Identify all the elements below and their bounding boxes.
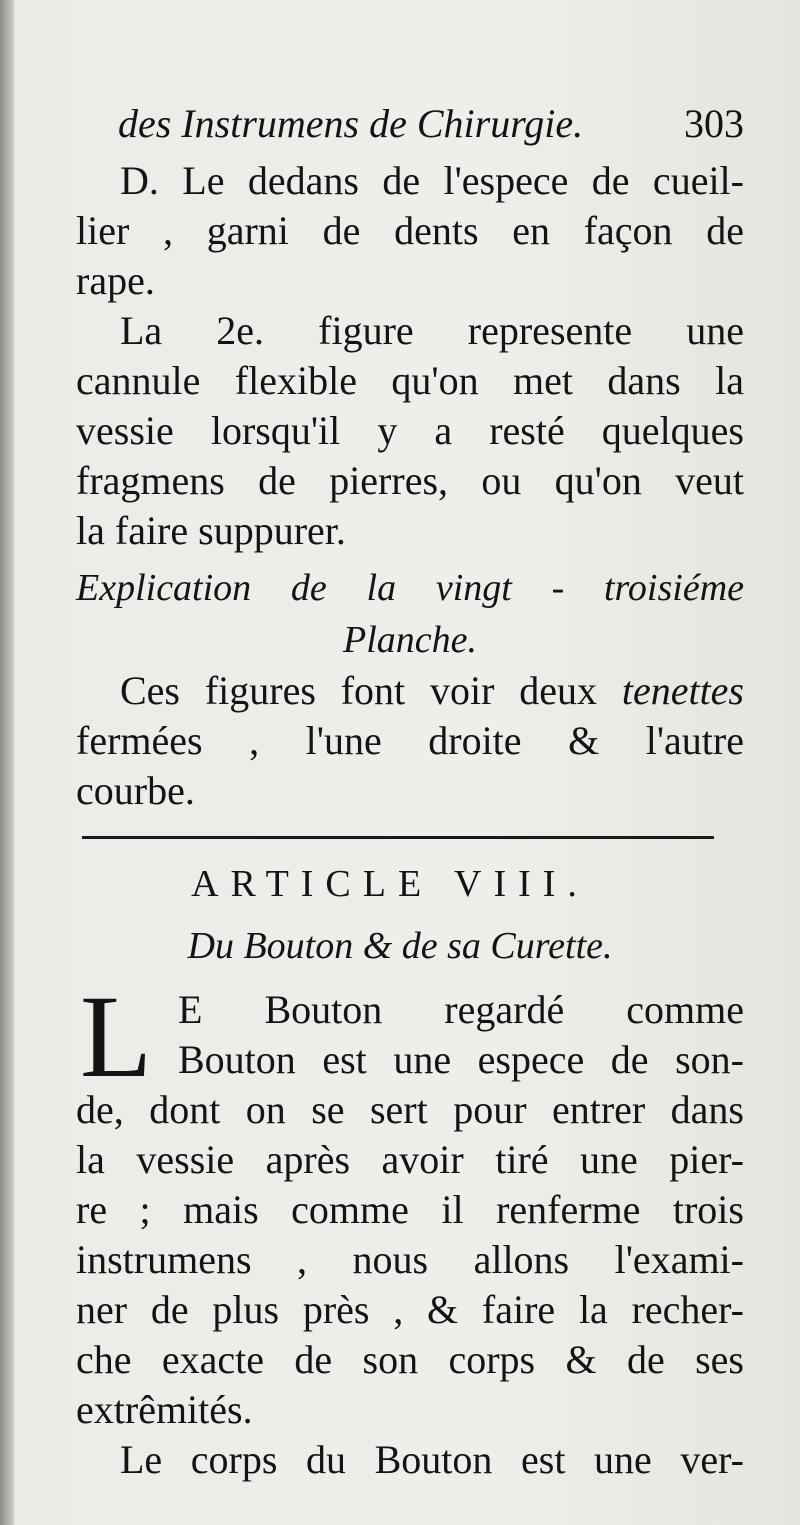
drop-cap: L xyxy=(80,971,153,1102)
page-number: 303 xyxy=(684,101,744,146)
text-line: cannule flexible qu'on met dans la xyxy=(76,358,744,403)
text-line: rape. xyxy=(76,258,155,303)
text-line: Bouton est une espece de son- xyxy=(178,1037,744,1082)
running-header xyxy=(76,92,744,156)
paragraph-1 xyxy=(76,156,744,306)
text-line: vessie lorsqu'il y a resté quelques xyxy=(76,408,744,453)
text-line: D. Le dedans de l'espece de cueil- xyxy=(120,158,744,203)
italic-term: tenettes xyxy=(621,668,744,713)
text-line: courbe. xyxy=(76,768,195,813)
text-line: La 2e. figure represente une xyxy=(120,308,744,353)
text-span: Ces figures font voir deux xyxy=(120,668,597,713)
paragraph-2 xyxy=(76,306,744,556)
article-heading: ARTICLE VIII. xyxy=(191,863,589,905)
text-line: ner de plus près , & faire la recher- xyxy=(76,1287,744,1332)
text-line: extrêmités. xyxy=(76,1387,253,1432)
paragraph-3 xyxy=(76,666,744,816)
text-line: la vessie après avoir tiré une pier- xyxy=(76,1137,744,1182)
section-rule xyxy=(82,836,714,839)
text-line: re ; mais comme il renferme trois xyxy=(76,1187,744,1232)
text-line: la faire suppurer. xyxy=(76,508,346,553)
paragraph-4 xyxy=(76,971,744,1435)
text-line: lier , garni de dents en façon de xyxy=(76,208,744,253)
article-subtitle: Du Bouton & de sa Curette. xyxy=(187,925,613,967)
explication-line-1: Explication de la vingt - troisiéme xyxy=(76,567,744,609)
paragraph-5 xyxy=(76,1435,744,1485)
explication-line-2: Planche. xyxy=(342,619,477,661)
text-block xyxy=(76,92,744,1485)
explication-heading xyxy=(76,562,744,666)
text-line: fermées , l'une droite & l'autre xyxy=(76,718,744,763)
running-title: des Instrumens de Chirurgie. xyxy=(118,101,584,146)
text-line: instrumens , nous allons l'exami- xyxy=(76,1237,744,1282)
text-line: che exacte de son corps & de ses xyxy=(76,1337,744,1382)
text-line: de, dont on se sert pour entrer dans xyxy=(76,1087,744,1132)
page-gutter xyxy=(0,0,14,1525)
text-line xyxy=(76,666,744,716)
text-line: fragmens de pierres, ou qu'on veut xyxy=(76,458,744,503)
text-line: E Bouton regardé comme xyxy=(178,987,744,1032)
text-line: Le corps du Bouton est une ver- xyxy=(120,1437,744,1482)
